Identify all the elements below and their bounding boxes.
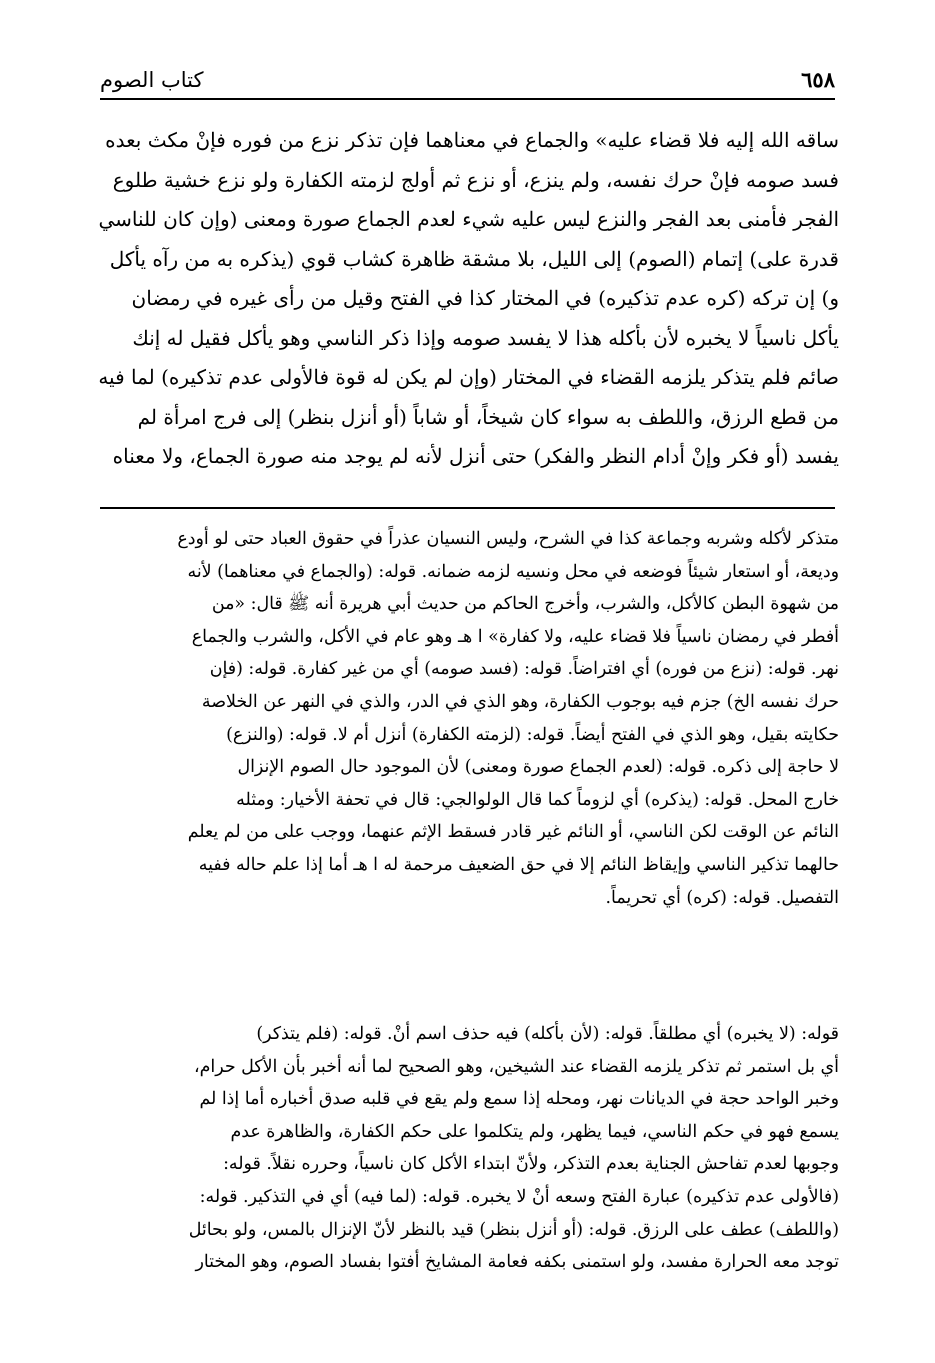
commentary-line: النائم عن الوقت لكن الناسي، أو النائم غير قادر فسقط الإثم عنهما، ووجب على من لم يعلم: [187, 822, 839, 843]
commentary-line: متذكر لأكله وشربه وجماعة كذا في الشرح، وليس النسيان عذراً في حقوق العباد حتى لو أودع: [177, 529, 839, 549]
commentary-line: نهر. قوله: (نزع من فوره) أي افتراضاً. قوله: (فسد صومه) أي من غير كفارة. قوله: (فإن: [209, 659, 839, 680]
commentary-line: من شهوة البطن كالأكل، والشرب، وأخرج الحاكم من حديث أبي هريرة أنه ﷺ قال: «من: [211, 594, 839, 615]
commentary-line: حالهما تذكير الناسي وإيقاظ النائم إلا في حق الضعيف مرحمة له ا هـ أما إذا علم حاله ففيه: [198, 854, 839, 875]
main-text-line: من قطع الرزق، واللطف به سواء كان شيخاً، أو شاباً (أو أنزل بنظر) إلى فرج امرأة لم: [137, 404, 839, 429]
commentary-line: قوله: (لا يخبره) أي مطلقاً. قوله: (لأن بأكله) فيه حذف اسم أنْ. قوله: (فلم يتذكر): [256, 1024, 839, 1044]
commentary-line: وديعة، أو استعار شيئاً فوضعه في محل ونسيه لزمه ضمانه. قوله: (والجماع في معناهما) لأنه: [187, 561, 839, 582]
page-header: [100, 50, 835, 100]
main-text-line: ساقه الله إليه فلا قضاء عليه» والجماع في معناهما فإن تذكر نزع من فوره فإنْ مكث بعده: [105, 128, 839, 152]
commentary-line: توجد معه الحرارة مفسد، ولو استمنى بكفه فعامة المشايخ أفتوا بفساد الصوم، وهو المختار: [195, 1252, 839, 1273]
main-text-line: يأكل ناسياً لا يخبره لأن بأكله هذا لا يفسد صومه وإذا ذكر الناسي وهو يأكل فقيل له إنك: [132, 325, 839, 350]
commentary-line: لا حاجة إلى ذكره. قوله: (لعدم الجماع صورة ومعنى) لأن الموجود حال الصوم الإنزال: [237, 757, 839, 778]
main-text-line: يفسد (أو فكر وإنْ أدام النظر والفكر) حتى أنزل لأنه لم يوجد منه صورة الجماع، ولا معناه: [112, 444, 839, 468]
section-divider: [100, 507, 835, 509]
main-text-line: فسد صومه فإنْ حرك نفسه، ولم ينزع، أو نزع ثم أولج لزمته الكفارة ولو نزع خشية طلوع: [112, 167, 839, 192]
running-title: كتاب الصوم: [100, 68, 204, 92]
commentary-line: يسمع فهو في حكم الناسي، فيما يظهر، ولم يتكلموا على حكم الكفارة، والظاهرة عدم: [230, 1121, 839, 1142]
commentary-line: وجوبها لعدم تفاحش الجناية بعدم التذكر، ولأنّ ابتداء الأكل كان ناسياً، وحرره نقلاً. قوله:: [223, 1154, 839, 1175]
main-text-line: قدرة على) إتمام (الصوم) إلى الليل، بلا مشقة ظاهرة كشاب قوي (يذكره به من رآه يأكل: [109, 246, 839, 271]
commentary-line: (فالأولى عدم تذكيره) عبارة الفتح وسعه أنْ لا يخبره. قوله: (لما فيه) أي في التذكير. قوله:: [199, 1186, 839, 1207]
commentary-line: (واللطف) عطف على الرزق. قوله: (أو أنزل بنظر) قيد بالنظر لأنّ الإنزال بالمس، ولو بحائل: [188, 1219, 839, 1240]
page-number: ٦٥٨: [801, 67, 835, 92]
commentary-line: حكايته بقيل، وهو الذي في الفتح أيضاً. قوله: (لزمته الكفارة) أنزل أم لا. قوله: (والنزع): [226, 724, 839, 745]
commentary-block-1: [96, 523, 839, 914]
commentary-line: حرك نفسه الخ) جزم فيه بوجوب الكفارة، وهو الذي في الدر، والذي في النهر عن الخلاصة: [201, 691, 839, 712]
main-text-line: الفجر فأمنى بعد الفجر والنزع ليس عليه شيء لعدم الجماع صورة ومعنى (وإن كان للناسي: [98, 207, 839, 231]
commentary-line: أفطر في رمضان ناسياً فلا قضاء عليه، ولا كفارة» ا هـ وهو عام في الأكل، والشرب والجماع: [191, 626, 839, 647]
commentary-line: خارج المحل. قوله: (يذكره) أي لزوماً كما قال الولوالجي: قال في تحفة الأخيار: ومثله: [236, 789, 839, 810]
commentary-line: وخبر الواحد حجة في الديانات نهر، ومحله إذا سمع ولم يقع في قلبه صدق أخباره أما إذا لم: [199, 1089, 839, 1110]
commentary-block-2: [96, 1018, 839, 1279]
commentary-line: التفصيل. قوله: (كره) أي تحريماً.: [605, 887, 839, 908]
main-text-block: [96, 121, 839, 477]
commentary-line: أي بل استمر ثم تذكر يلزمه القضاء عند الشيخين، وهو الصحيح لما أنه أخبر بأن الأكل حرام،: [194, 1056, 839, 1077]
main-text-line: صائم فلم يتذكر يلزمه القضاء في المختار (وإن لم يكن له قوة فالأولى عدم تذكيره) لما فيه: [98, 365, 839, 389]
main-text-line: و) إن تركه (كره عدم تذكيره) في المختار كذا في الفتح وقيل من رأى غيره في رمضان: [131, 286, 839, 310]
